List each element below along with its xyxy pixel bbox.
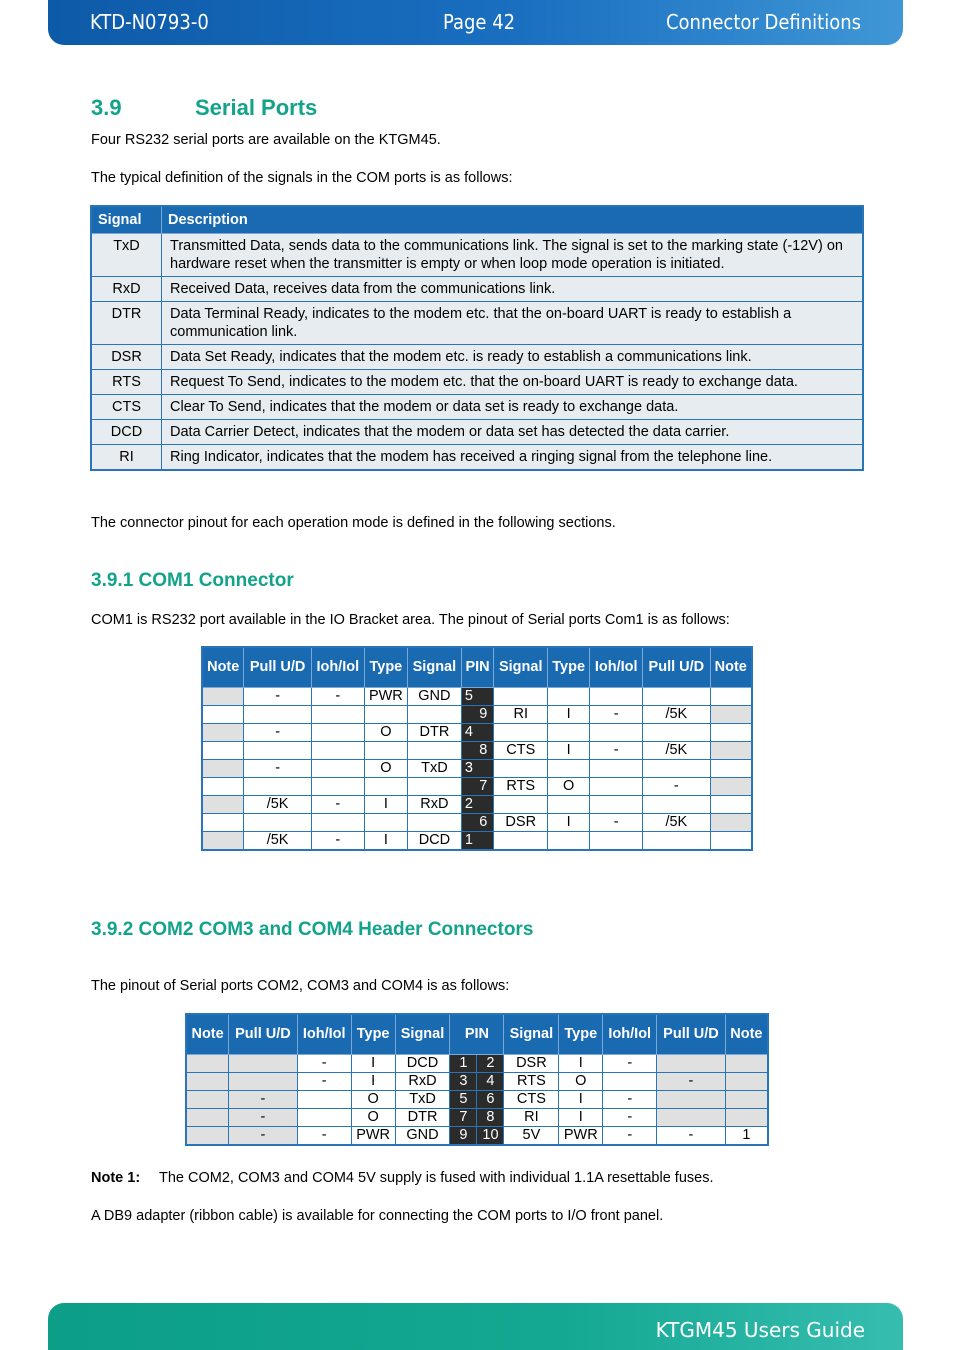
pinout-cell [311, 777, 364, 795]
pinout-cell: TxD [407, 759, 461, 777]
pinout-cell [202, 777, 244, 795]
pinout-cell [710, 687, 752, 705]
pinout-header-cell: Ioh/Iol [311, 647, 364, 687]
pinout-header-cell: Note [725, 1014, 768, 1054]
pinout-header-cell: Type [351, 1014, 395, 1054]
pinout-cell [202, 687, 244, 705]
pinout-cell: - [603, 1090, 657, 1108]
signal-description: Data Set Ready, indicates that the modem etc. is ready to establish a communications link. [162, 345, 864, 370]
pinout-cell: I [364, 795, 407, 813]
pinout-cell: 1 [725, 1126, 768, 1145]
pinout-cell [590, 723, 643, 741]
pinout-cell: /5K [643, 813, 710, 831]
pinout-cell: - [311, 795, 364, 813]
pinout-header-cell: Signal [494, 647, 548, 687]
pinout-cell [590, 687, 643, 705]
pinout-cell: O [559, 1072, 603, 1090]
pinout-cell: GND [395, 1126, 450, 1145]
pinout-row [202, 795, 752, 813]
pinout-cell: DTR [395, 1108, 450, 1126]
pinout-cell: DTR [407, 723, 461, 741]
signal-row [91, 395, 863, 420]
pinout-cell [311, 723, 364, 741]
signal-name: DSR [91, 345, 162, 370]
pinout-cell: - [297, 1054, 351, 1072]
pinout-cell [364, 741, 407, 759]
pin-number: 9 [450, 1126, 477, 1145]
pinout-cell [657, 1090, 726, 1108]
note-1 [91, 1170, 713, 1186]
pinout-header-cell: Pull U/D [244, 647, 311, 687]
pin-number: 3 [461, 759, 493, 777]
pinout-cell: DCD [407, 831, 461, 850]
pinout-cell: PWR [559, 1126, 603, 1145]
pin-number: 10 [477, 1126, 504, 1145]
pinout-row [186, 1108, 768, 1126]
pinout-header-cell: Ioh/Iol [590, 647, 643, 687]
pinout-cell: - [229, 1126, 298, 1145]
pinout-cell [297, 1108, 351, 1126]
pinout-cell: O [351, 1090, 395, 1108]
pinout-row [202, 723, 752, 741]
pinout-cell: PWR [351, 1126, 395, 1145]
pinout-cell: I [559, 1054, 603, 1072]
pinout-cell [725, 1108, 768, 1126]
pinout-cell: /5K [244, 795, 311, 813]
pinout-row [186, 1090, 768, 1108]
pinout-header-cell: Note [186, 1014, 229, 1054]
pinout-header-cell: Pull U/D [643, 647, 710, 687]
pinout-cell: DSR [494, 813, 548, 831]
section-title-text: Serial Ports [195, 95, 318, 120]
pinout-cell: I [364, 831, 407, 850]
pin-number: 7 [461, 777, 493, 795]
pinout-cell [494, 759, 548, 777]
pinout-cell [364, 813, 407, 831]
pin-number: 1 [450, 1054, 477, 1072]
signal-row [91, 277, 863, 302]
pinout-cell: /5K [244, 831, 311, 850]
pinout-cell [244, 813, 311, 831]
pinout-header-cell: Type [548, 647, 590, 687]
page-number: Page 42 [443, 10, 516, 34]
pinout-cell [725, 1072, 768, 1090]
section-heading [91, 95, 317, 121]
pinout-cell: RxD [407, 795, 461, 813]
pin-number: 9 [461, 705, 493, 723]
pinout-cell: /5K [643, 741, 710, 759]
pinout-row [202, 813, 752, 831]
pinout-header-cell: Signal [407, 647, 461, 687]
page-header [48, 0, 903, 45]
pinout-row [186, 1072, 768, 1090]
pinout-cell: - [590, 705, 643, 723]
doc-id: KTD-N0793-0 [90, 10, 209, 34]
pinout-cell [311, 705, 364, 723]
pinout-cell [548, 759, 590, 777]
signal-name: TxD [91, 234, 162, 277]
pinout-cell [710, 795, 752, 813]
pinout-cell: - [311, 687, 364, 705]
pinout-cell [590, 831, 643, 850]
pinout-cell [186, 1072, 229, 1090]
pinout-cell: I [548, 813, 590, 831]
signal-header: Signal [91, 206, 162, 234]
pin-number: 6 [477, 1090, 504, 1108]
pinout-cell [643, 831, 710, 850]
pinout-cell: I [351, 1072, 395, 1090]
pinout-cell [407, 777, 461, 795]
pinout-cell: - [657, 1072, 726, 1090]
pinout-cell: GND [407, 687, 461, 705]
pinout-cell: - [590, 741, 643, 759]
pinout-cell: - [603, 1108, 657, 1126]
pinout-cell [311, 759, 364, 777]
pin-number: 4 [477, 1072, 504, 1090]
pinout-cell [548, 831, 590, 850]
pinout-cell [202, 795, 244, 813]
pinout-cell: RI [504, 1108, 559, 1126]
section-title: Connector Definitions [665, 10, 861, 34]
signal-description: Received Data, receives data from the communications link. [162, 277, 864, 302]
pinout-cell: RxD [395, 1072, 450, 1090]
pinout-row [202, 741, 752, 759]
pinout-cell [202, 741, 244, 759]
pinout-header-cell: Ioh/Iol [297, 1014, 351, 1054]
pinout-cell [297, 1090, 351, 1108]
pinout-cell [710, 777, 752, 795]
pinout-cell [311, 813, 364, 831]
pinout-cell: I [548, 705, 590, 723]
pinout-header-cell: Type [559, 1014, 603, 1054]
pinout-header-cell: Pull U/D [657, 1014, 726, 1054]
note-label: Note 1: [91, 1170, 141, 1186]
pinout-header-cell: Ioh/Iol [603, 1014, 657, 1054]
pinout-header-cell: Pull U/D [229, 1014, 298, 1054]
pinout-cell: - [311, 831, 364, 850]
signal-description: Data Terminal Ready, indicates to the modem etc. that the on-board UART is ready to establish a communication link. [162, 302, 864, 345]
pinout-cell [186, 1108, 229, 1126]
pinout-cell: - [244, 759, 311, 777]
pinout-cell: - [297, 1126, 351, 1145]
pinout-cell [244, 741, 311, 759]
pinout-cell [710, 723, 752, 741]
footer-title: KTGM45 Users Guide [655, 1318, 865, 1342]
signal-row [91, 370, 863, 395]
pinout-cell: - [603, 1126, 657, 1145]
pinout-cell [364, 705, 407, 723]
pinout-cell [407, 705, 461, 723]
signal-description: Request To Send, indicates to the modem etc. that the on-board UART is ready to exchange data. [162, 370, 864, 395]
pinout-cell: I [548, 741, 590, 759]
signal-name: RI [91, 445, 162, 471]
pinout-row [202, 705, 752, 723]
pinout-cell: O [548, 777, 590, 795]
pinout-cell: - [229, 1108, 298, 1126]
pinout-cell: - [229, 1090, 298, 1108]
pinout-cell [202, 831, 244, 850]
pinout-cell: - [603, 1054, 657, 1072]
pinout-cell: O [364, 759, 407, 777]
pinout-cell: CTS [504, 1090, 559, 1108]
com234-pinout-table [185, 1013, 769, 1146]
closing-paragraph: A DB9 adapter (ribbon cable) is available for connecting the COM ports to I/O front panel. [91, 1208, 664, 1224]
note-text: The COM2, COM3 and COM4 5V supply is fused with individual 1.1A resettable fuses. [159, 1170, 714, 1186]
pinout-cell [548, 723, 590, 741]
pinout-cell: DSR [504, 1054, 559, 1072]
pinout-cell [186, 1090, 229, 1108]
pinout-cell [202, 723, 244, 741]
signal-name: CTS [91, 395, 162, 420]
pinout-header-cell: Note [710, 647, 752, 687]
pinout-cell [590, 759, 643, 777]
pinout-cell [364, 777, 407, 795]
intro-paragraph: Four RS232 serial ports are available on the KTGM45. [91, 132, 441, 148]
pinout-cell [494, 831, 548, 850]
pinout-cell [603, 1072, 657, 1090]
pin-number: 1 [461, 831, 493, 850]
pinout-header-cell: Signal [504, 1014, 559, 1054]
signal-table [90, 205, 864, 471]
signal-description: Data Carrier Detect, indicates that the modem or data set has detected the data carrier. [162, 420, 864, 445]
pinout-cell [643, 723, 710, 741]
pinout-cell [311, 741, 364, 759]
typical-paragraph: The typical definition of the signals in the COM ports is as follows: [91, 170, 513, 186]
pinout-header-cell: Type [364, 647, 407, 687]
pinout-cell: - [244, 687, 311, 705]
signal-name: DCD [91, 420, 162, 445]
signal-description: Clear To Send, indicates that the modem or data set is ready to exchange data. [162, 395, 864, 420]
pin-number: 3 [450, 1072, 477, 1090]
description-header: Description [162, 206, 864, 234]
com1-pinout-table [201, 646, 753, 851]
pinout-cell [710, 759, 752, 777]
pinout-cell: I [559, 1108, 603, 1126]
pinout-cell: PWR [364, 687, 407, 705]
pinout-cell [710, 813, 752, 831]
pinout-cell [229, 1072, 298, 1090]
signal-row [91, 445, 863, 471]
pinout-cell [407, 741, 461, 759]
pinout-cell [710, 705, 752, 723]
pinout-cell: CTS [494, 741, 548, 759]
pinout-intro: The connector pinout for each operation mode is defined in the following sections. [91, 515, 616, 531]
pinout-cell: 5V [504, 1126, 559, 1145]
com1-text: COM1 is RS232 port available in the IO Bracket area. The pinout of Serial ports Com1 is as follows: [91, 612, 730, 628]
pinout-cell [202, 813, 244, 831]
pinout-cell [494, 723, 548, 741]
pinout-cell: O [364, 723, 407, 741]
pinout-cell [244, 705, 311, 723]
pinout-cell [494, 795, 548, 813]
pinout-cell [548, 687, 590, 705]
pin-number: 2 [477, 1054, 504, 1072]
pinout-cell: - [590, 813, 643, 831]
pinout-cell [494, 687, 548, 705]
pinout-cell [590, 795, 643, 813]
pin-number: 7 [450, 1108, 477, 1126]
pinout-cell [657, 1054, 726, 1072]
pin-number: 6 [461, 813, 493, 831]
pinout-cell [590, 777, 643, 795]
pin-number: 4 [461, 723, 493, 741]
pinout-header-cell: Note [202, 647, 244, 687]
pinout-cell [229, 1054, 298, 1072]
pinout-cell [725, 1054, 768, 1072]
signal-row [91, 234, 863, 277]
pinout-cell [657, 1108, 726, 1126]
signal-name: RxD [91, 277, 162, 302]
pinout-cell: - [657, 1126, 726, 1145]
signal-name: RTS [91, 370, 162, 395]
pinout-cell: I [351, 1054, 395, 1072]
pinout-cell: - [244, 723, 311, 741]
signal-description: Ring Indicator, indicates that the modem has received a ringing signal from the telephone line. [162, 445, 864, 471]
pinout-cell: RI [494, 705, 548, 723]
pinout-cell [407, 813, 461, 831]
pinout-row [202, 687, 752, 705]
pinout-header-cell: Signal [395, 1014, 450, 1054]
pinout-cell: /5K [643, 705, 710, 723]
pinout-row [186, 1054, 768, 1072]
signal-description: Transmitted Data, sends data to the communications link. The signal is set to the marking state (-12V) on hardware reset when the transmitter is empty or when loop mode operation is initiated. [162, 234, 864, 277]
pinout-cell [710, 741, 752, 759]
pinout-cell: TxD [395, 1090, 450, 1108]
pinout-cell [186, 1054, 229, 1072]
pinout-cell: - [297, 1072, 351, 1090]
pinout-cell: RTS [504, 1072, 559, 1090]
pinout-cell [643, 687, 710, 705]
pinout-row [202, 777, 752, 795]
pin-number: 8 [461, 741, 493, 759]
pinout-cell: RTS [494, 777, 548, 795]
com234-text: The pinout of Serial ports COM2, COM3 and COM4 is as follows: [91, 978, 510, 994]
pinout-cell [643, 759, 710, 777]
com1-heading: 3.9.1 COM1 Connector [91, 570, 294, 591]
signal-name: DTR [91, 302, 162, 345]
pinout-cell: - [643, 777, 710, 795]
com234-heading: 3.9.2 COM2 COM3 and COM4 Header Connectors [91, 919, 534, 940]
section-number: 3.9 [91, 95, 122, 120]
pin-number: 5 [450, 1090, 477, 1108]
pinout-header-cell: PIN [461, 647, 493, 687]
page-footer [48, 1303, 903, 1350]
signal-row [91, 345, 863, 370]
pin-number: 2 [461, 795, 493, 813]
pinout-cell: O [351, 1108, 395, 1126]
pinout-cell [202, 705, 244, 723]
pinout-cell [202, 759, 244, 777]
pin-number: 5 [461, 687, 493, 705]
pinout-cell [244, 777, 311, 795]
pinout-cell [186, 1126, 229, 1145]
pinout-cell: I [559, 1090, 603, 1108]
pin-number: 8 [477, 1108, 504, 1126]
pinout-cell [710, 831, 752, 850]
pinout-row [202, 831, 752, 850]
signal-row [91, 302, 863, 345]
pinout-row [186, 1126, 768, 1145]
pinout-header-cell: PIN [450, 1014, 504, 1054]
pinout-row [202, 759, 752, 777]
pinout-cell [548, 795, 590, 813]
pinout-cell [643, 795, 710, 813]
pinout-cell [725, 1090, 768, 1108]
signal-row [91, 420, 863, 445]
pinout-cell: DCD [395, 1054, 450, 1072]
